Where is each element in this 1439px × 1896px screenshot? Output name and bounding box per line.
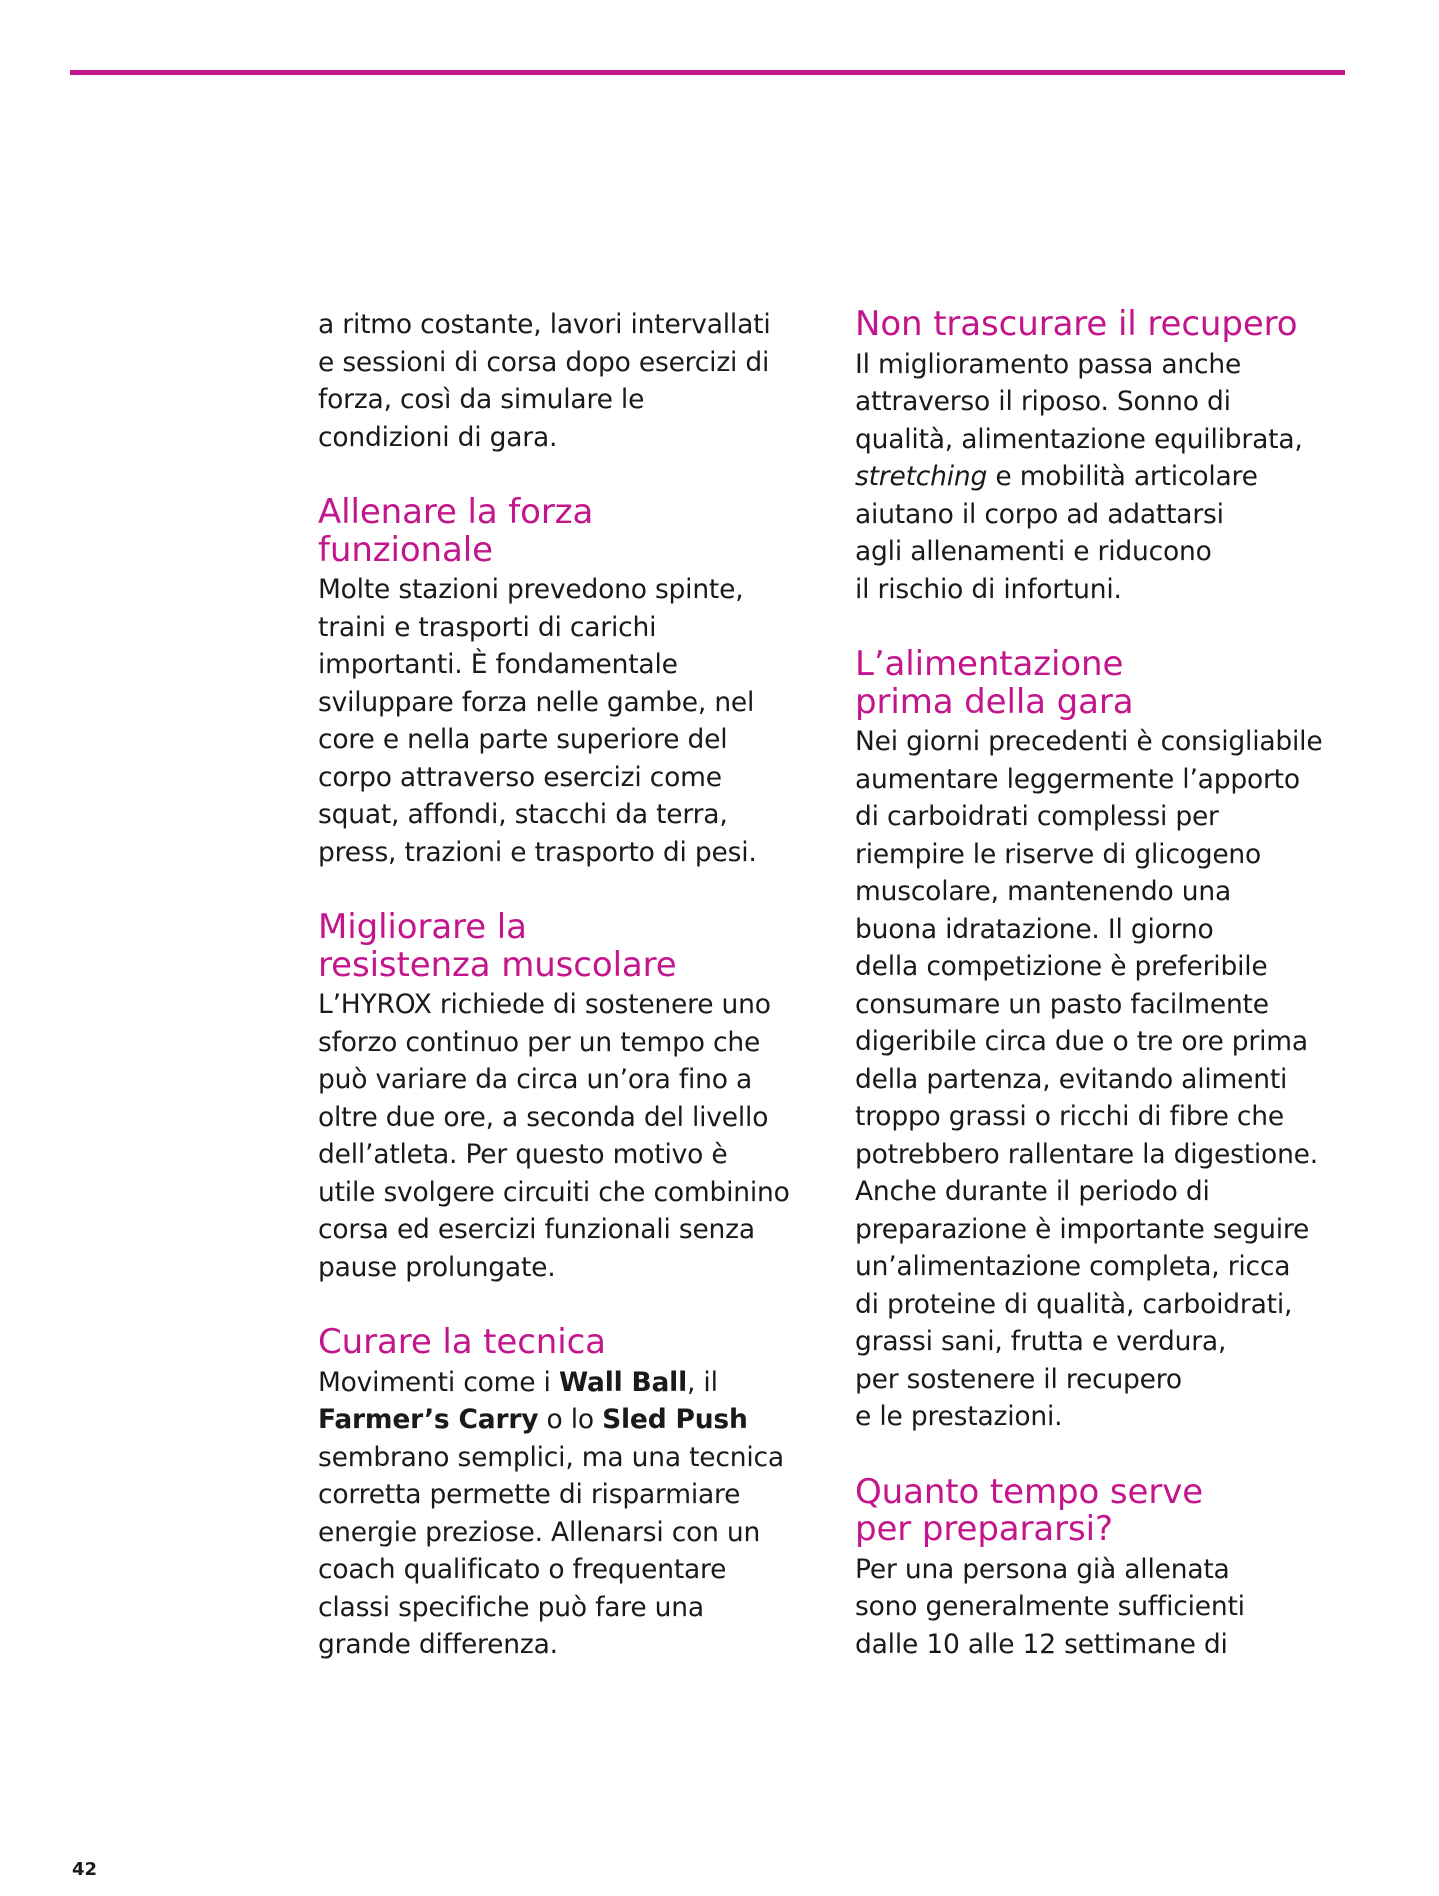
section-heading-resistenza: [318, 909, 818, 984]
text-line: [318, 1364, 818, 1402]
left-column: [318, 306, 818, 1702]
intro-paragraph: [318, 306, 818, 456]
bold-term-wall-ball: Wall Ball: [558, 1366, 687, 1398]
text-line: Per una persona già allenata: [855, 1553, 1230, 1585]
text-line: attraverso il riposo. Sonno di: [855, 386, 1231, 417]
section-heading-forza: [318, 494, 818, 569]
text-line: potrebbero rallentare la digestione.: [855, 1138, 1318, 1170]
right-column: [855, 306, 1355, 1701]
heading-line: Curare la tecnica: [318, 1322, 606, 1362]
paragraph-forza: [318, 571, 818, 871]
paragraph-resistenza: [318, 986, 818, 1286]
text-line: coach qualificato o frequentare: [318, 1554, 727, 1585]
italic-term-stretching: stretching: [855, 461, 988, 492]
heading-line: per prepararsi?: [855, 1509, 1113, 1549]
text-line: Nei giorni precedenti è consigliabile: [855, 726, 1323, 757]
text-line: squat, affondi, stacchi da terra,: [318, 799, 728, 830]
text-line: qualità, alimentazione equilibrata,: [855, 423, 1303, 455]
text-line: per sostenere il recupero: [855, 1363, 1182, 1395]
text-line: il rischio di infortuni.: [855, 573, 1122, 605]
section-heading-recupero: [855, 306, 1355, 344]
paragraph-recupero: [855, 346, 1355, 609]
paragraph-alimentazione: [855, 723, 1355, 1436]
text-line: sono generalmente sufficienti: [855, 1591, 1245, 1622]
text-line: corpo attraverso esercizi come: [318, 761, 722, 793]
heading-line: Allenare la forza: [318, 492, 594, 532]
text-run: Movimenti come i: [318, 1366, 559, 1398]
text-line: press, trazioni e trasporto di pesi.: [318, 836, 757, 868]
text-line: classi specifiche può fare una: [318, 1591, 704, 1623]
text-run: o lo: [538, 1404, 603, 1435]
text-line: Molte stazioni prevedono spinte,: [318, 574, 744, 605]
text-line: pause prolungate.: [318, 1251, 556, 1283]
text-line: consumare un pasto facilmente: [855, 988, 1269, 1020]
text-run: , il: [686, 1366, 718, 1398]
text-line: di carboidrati complessi per: [855, 801, 1219, 832]
text-line: core e nella parte superiore del: [318, 724, 728, 755]
text-line: riempire le riserve di glicogeno: [855, 838, 1262, 870]
section-heading-alimentazione: [855, 646, 1355, 721]
page-number: 42: [72, 1859, 98, 1880]
heading-line: Quanto tempo serve: [855, 1471, 1204, 1512]
text-line: un’alimentazione completa, ricca: [855, 1251, 1291, 1282]
text-line: traini e trasporti di carichi: [318, 611, 657, 643]
text-line: energie preziose. Allenarsi con un: [318, 1516, 761, 1548]
text-line: forza, così da simulare le: [318, 384, 645, 415]
text-line: [855, 458, 1355, 496]
heading-line: funzionale: [318, 529, 493, 570]
paragraph-preparazione: [855, 1551, 1355, 1664]
paragraph-tecnica: [318, 1364, 818, 1664]
text-line: aumentare leggermente l’apporto: [855, 763, 1300, 795]
text-line: muscolare, mantenendo una: [855, 876, 1231, 907]
text-line: preparazione è importante seguire: [855, 1213, 1310, 1245]
text-line: Il miglioramento passa anche: [855, 348, 1242, 380]
heading-line: resistenza muscolare: [318, 944, 677, 985]
text-line: troppo grassi o ricchi di fibre che: [855, 1101, 1284, 1132]
text-line: sviluppare forza nelle gambe, nel: [318, 686, 755, 718]
text-line: condizioni di gara.: [318, 421, 558, 453]
section-heading-tecnica: [318, 1324, 818, 1362]
text-line: e le prestazioni.: [855, 1401, 1063, 1432]
heading-line: Non trascurare il recupero: [855, 304, 1298, 344]
text-line: oltre due ore, a seconda del livello: [318, 1101, 769, 1133]
text-line: L’HYROX richiede di sostenere uno: [318, 989, 771, 1020]
text-line: aiutano il corpo ad adattarsi: [855, 498, 1224, 530]
heading-line: Migliorare la: [318, 907, 527, 947]
text-line: buona idratazione. Il giorno: [855, 913, 1214, 945]
text-line: utile svolgere circuiti che combinino: [318, 1176, 790, 1208]
top-accent-rule: [70, 70, 1345, 75]
section-heading-preparazione: [855, 1471, 1355, 1549]
bold-term-farmers-carry: Farmer’s Carry: [318, 1404, 539, 1435]
text-line: corsa ed esercizi funzionali senza: [318, 1214, 755, 1245]
text-line: agli allenamenti e riducono: [855, 536, 1212, 567]
text-line: a ritmo costante, lavori intervallati: [318, 309, 771, 340]
text-line: sforzo continuo per un tempo che: [318, 1026, 761, 1058]
text-line: [318, 1401, 818, 1439]
text-line: della competizione è preferibile: [855, 951, 1268, 982]
text-run: e mobilità articolare: [987, 461, 1258, 492]
text-line: grande differenza.: [318, 1629, 558, 1660]
text-line: digeribile circa due o tre ore prima: [855, 1026, 1308, 1057]
text-line: dalle 10 alle 12 settimane di: [855, 1628, 1228, 1660]
text-line: può variare da circa un’ora fino a: [318, 1064, 753, 1095]
text-line: importanti. È fondamentale: [318, 649, 678, 680]
text-line: corretta permette di risparmiare: [318, 1479, 741, 1510]
text-line: grassi sani, frutta e verdura,: [855, 1326, 1227, 1357]
text-line: sembrano semplici, ma una tecnica: [318, 1441, 784, 1473]
bold-term-sled-push: Sled Push: [602, 1404, 748, 1435]
text-line: e sessioni di corsa dopo esercizi di: [318, 346, 770, 378]
text-line: della partenza, evitando alimenti: [855, 1063, 1288, 1095]
heading-line: L’alimentazione: [855, 644, 1124, 684]
text-line: dell’atleta. Per questo motivo è: [318, 1139, 728, 1170]
heading-line: prima della gara: [855, 681, 1134, 722]
text-line: di proteine di qualità, carboidrati,: [855, 1288, 1293, 1320]
text-line: Anche durante il periodo di: [855, 1176, 1210, 1207]
